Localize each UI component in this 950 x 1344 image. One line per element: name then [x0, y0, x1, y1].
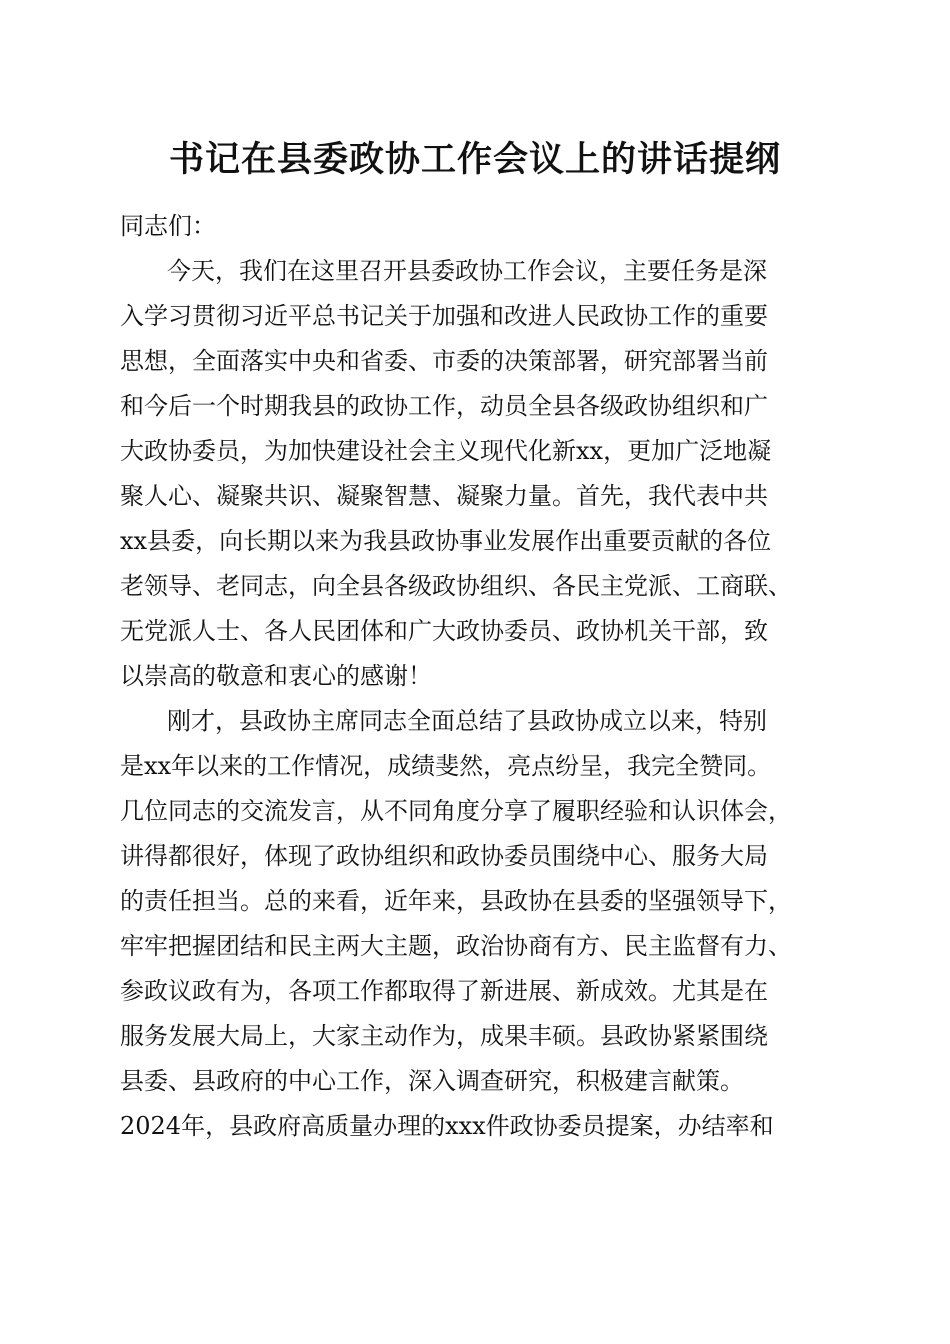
paragraph-line: 是xx年以来的工作情况，成绩斐然，亮点纷呈，我完全赞同。: [120, 752, 772, 780]
paragraph-line: 无党派人士、各人民团体和广大政协委员、政协机关干部，致: [120, 617, 768, 645]
paragraph-line: xx县委，向长期以来为我县政协事业发展作出重要贡献的各位: [120, 527, 772, 555]
paragraph-line: 讲得都很好，体现了政协组织和政协委员围绕中心、服务大局: [120, 842, 768, 870]
paragraph-line: 入学习贯彻习近平总书记关于加强和改进人民政协工作的重要: [120, 302, 768, 330]
salutation: 同志们：: [120, 212, 216, 240]
paragraph-line: 2024年，县政府高质量办理的xxx件政协委员提案，办结率和: [120, 1112, 774, 1140]
paragraph-line: 聚人心、凝聚共识、凝聚智慧、凝聚力量。首先，我代表中共: [120, 482, 768, 510]
paragraph-line: 参政议政有为，各项工作都取得了新进展、新成效。尤其是在: [120, 977, 768, 1005]
paragraph-line: 大政协委员，为加快建设社会主义现代化新xx，更加广泛地凝: [120, 437, 772, 465]
document-body: [120, 204, 832, 1149]
paragraph-line: 老领导、老同志，向全县各级政协组织、各民主党派、工商联、: [120, 572, 792, 600]
paragraph-2: [120, 699, 832, 1149]
paragraph-line: 县委、县政府的中心工作，深入调查研究，积极建言献策。: [120, 1067, 744, 1095]
document-title: 书记在县委政协工作会议上的讲话提纲: [168, 140, 781, 180]
paragraph-line: 以崇高的敬意和衷心的感谢！: [120, 662, 432, 690]
paragraph-line: 服务发展大局上，大家主动作为，成果丰硕。县政协紧紧围绕: [120, 1022, 768, 1050]
paragraph-line: 几位同志的交流发言，从不同角度分享了履职经验和认识体会，: [120, 797, 792, 825]
paragraph-line: 的责任担当。总的来看，近年来，县政协在县委的坚强领导下，: [120, 887, 792, 915]
paragraph-1: [120, 249, 832, 699]
paragraph-line: 思想，全面落实中央和省委、市委的决策部署，研究部署当前: [120, 347, 768, 375]
paragraph-line: 和今后一个时期我县的政协工作，动员全县各级政协组织和广: [120, 392, 768, 420]
paragraph-line: 牢牢把握团结和民主两大主题，政治协商有方、民主监督有力、: [120, 932, 792, 960]
paragraph-line: 今天，我们在这里召开县委政协工作会议，主要任务是深: [167, 257, 767, 285]
paragraph-line: 刚才，县政协主席同志全面总结了县政协成立以来，特别: [167, 707, 767, 735]
